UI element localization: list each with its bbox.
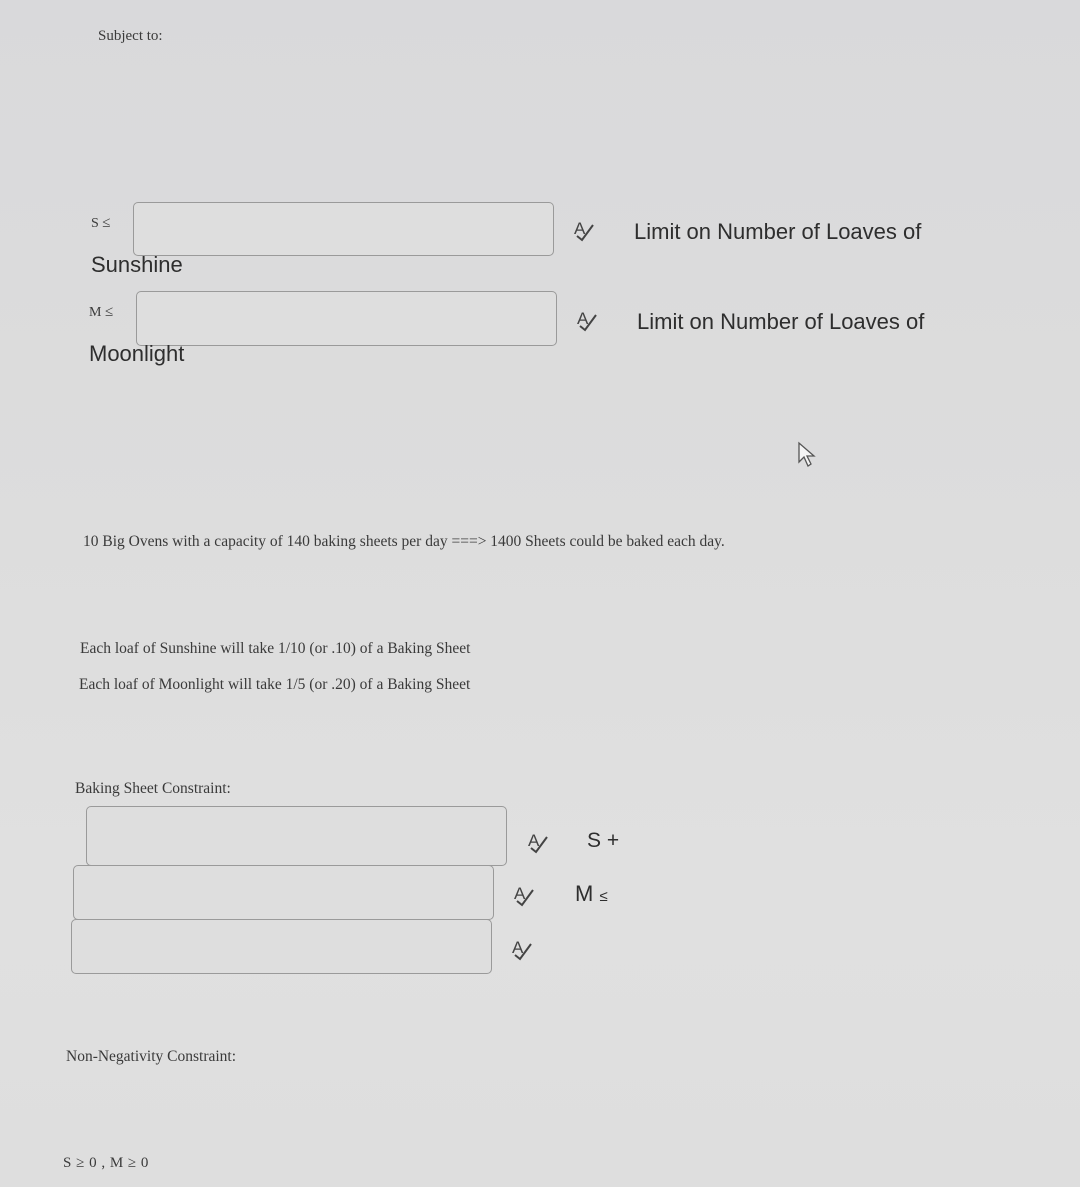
svg-text:A: A	[528, 831, 540, 850]
spellcheck-icon[interactable]	[574, 307, 600, 333]
sunshine-description: Limit on Number of Loaves of	[634, 219, 922, 244]
non-negativity-text: S ≥ 0 , M ≥ 0	[63, 1155, 149, 1171]
m-term-label	[575, 881, 608, 907]
baking-sheet-sunshine-coefficient-input[interactable]	[86, 806, 507, 866]
ovens-capacity-text: 10 Big Ovens with a capacity of 140 baking sheets per day ===> 1400 Sheets could be baked each day.	[83, 533, 725, 550]
sunshine-sheet-usage-text: Each loaf of Sunshine will take 1/10 (or .10) of a Baking Sheet	[80, 640, 471, 657]
svg-text:A: A	[577, 309, 589, 328]
spellcheck-icon[interactable]	[511, 882, 537, 908]
sunshine-limit-input[interactable]	[133, 202, 554, 256]
moonlight-description: Limit on Number of Loaves of	[637, 309, 925, 334]
spellcheck-icon[interactable]	[509, 936, 535, 962]
moonlight-sheet-usage-text: Each loaf of Moonlight will take 1/5 (or .20) of a Baking Sheet	[79, 676, 471, 693]
moonlight-name: Moonlight	[89, 341, 185, 366]
spellcheck-icon[interactable]	[525, 829, 551, 855]
sunshine-var: S	[91, 216, 99, 231]
spellcheck-icon[interactable]	[571, 217, 597, 243]
subject-to-heading: Subject to:	[98, 28, 163, 44]
s-plus-term: S +	[587, 829, 620, 852]
svg-text:A: A	[574, 219, 586, 238]
mouse-pointer-icon	[796, 440, 820, 470]
sunshine-variable-label	[91, 215, 111, 232]
svg-text:A: A	[512, 938, 524, 957]
non-negativity-heading: Non-Negativity Constraint:	[66, 1048, 237, 1065]
baking-sheet-moonlight-coefficient-input[interactable]	[73, 865, 494, 920]
moonlight-var: M	[89, 305, 102, 320]
moonlight-relation: ≤	[104, 304, 114, 320]
moonlight-variable-label	[89, 304, 113, 321]
baking-sheet-heading: Baking Sheet Constraint:	[75, 780, 231, 797]
sunshine-relation: ≤	[102, 215, 111, 231]
moonlight-limit-input[interactable]	[136, 291, 557, 346]
m-term: M	[575, 881, 594, 906]
baking-sheet-capacity-input[interactable]	[71, 919, 492, 974]
sunshine-name: Sunshine	[91, 252, 183, 277]
m-relation: ≤	[599, 888, 608, 905]
svg-text:A: A	[514, 884, 526, 903]
